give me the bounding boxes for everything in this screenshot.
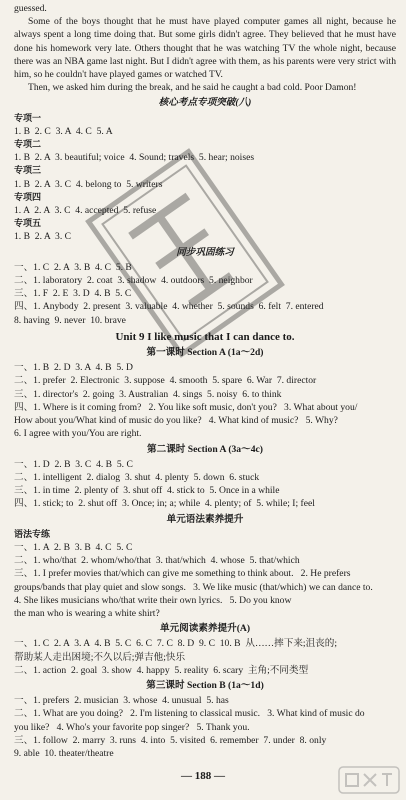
core-item-label: 专项四 — [14, 191, 42, 202]
core-item-label: 专项二 — [14, 139, 42, 150]
reading-title: 单元阅读素养提升(A) — [159, 623, 251, 635]
core-item-answer: 1. A 2. A 3. C 4. accepted 5. refuse — [14, 205, 157, 217]
core-item-1 — [14, 112, 396, 138]
core-item-label: 专项三 — [14, 165, 42, 176]
core-item-answer: 1. B 2. A 3. C — [14, 231, 72, 243]
answer-line: 一、1. C 2. A 3. B 4. C 5. B — [14, 261, 132, 273]
intro-line: guessed. — [14, 3, 47, 14]
answer-line: 三、1. F 2. E 3. D 4. B 5. C — [14, 288, 132, 300]
answer-line: 四、1. Where is it coming from? 2. You like soft music, don't you? 3. What about you/ — [14, 401, 358, 413]
answer-line: groups/bands that play quiet and slow songs. 3. We like music (that/which) we can dance to. — [14, 581, 373, 593]
answer-line: 一、1. A 2. B 3. B 4. C 5. C — [14, 541, 133, 553]
answer-line: 一、1. C 2. A 3. A 4. B 5. C 6. C 7. C 8. D 9. C 10. B 从……摔下来;沮丧的; — [14, 638, 338, 650]
answer-line: 三、1. in time 2. plenty of 3. shut off 4. stick to 5. Once in a while — [14, 485, 280, 497]
answer-line: 二、1. laboratory 2. coat 3. shadow 4. outdoors 5. neighbor — [14, 275, 253, 287]
answer-line: How about you/What kind of music do you like? 4. What kind of music? 5. Why? — [14, 415, 338, 427]
core-item-2 — [14, 138, 396, 164]
lesson1-title: 第一课时 Section A (1a～2d) — [146, 347, 264, 359]
answer-line: 9. able 10. theater/theatre — [14, 747, 114, 759]
core-item-3 — [14, 164, 396, 190]
answer-line: 四、1. Anybody 2. present 3. valuable 4. whether 5. sounds 6. felt 7. entered — [14, 301, 324, 313]
answer-line: 4. She likes musicians who/that write their own lyrics. 5. Do you know — [14, 594, 292, 606]
lesson2-title: 第二课时 Section A (3a～4c) — [147, 443, 263, 455]
core-item-answer: 1. B 2. A 3. C 4. belong to 5. writers — [14, 178, 163, 190]
answer-line: 一、1. prefers 2. musician 3. whose 4. unusual 5. has — [14, 695, 229, 707]
answer-line: 四、1. stick; to 2. shut off 3. Once; in; a; while 4. plenty; of 5. while; I; feel — [14, 498, 315, 510]
main-content — [14, 2, 396, 760]
answer-line: 二、1. action 2. goal 3. show 4. happy 5. reality 6. scary 主角;不同类型 — [14, 664, 309, 676]
core-item-answer: 1. B 2. A 3. beautiful; voice 4. Sound; travels 5. hear; noises — [14, 152, 255, 164]
intro-paragraph-2: Then, we asked him during the break, and he said he caught a bad cold. Poor Damon! — [28, 82, 357, 94]
answer-line: 二、1. prefer 2. Electronic 3. suppose 4. smooth 5. spare 6. War 7. director — [14, 375, 317, 387]
unit-title: Unit 9 I like music that I can dance to. — [115, 330, 295, 343]
answer-line: 二、1. What are you doing? 2. I'm listening to classical music. 3. What kind of music do — [14, 708, 365, 720]
answer-line: 三、1. follow 2. marry 3. runs 4. into 5. visited 6. remember 7. under 8. only — [14, 734, 327, 746]
answer-line: 三、1. I prefer movies that/which can give me something to think about. 2. He prefers — [14, 568, 351, 580]
answer-line: 一、1. D 2. B 3. C 4. B 5. C — [14, 458, 133, 470]
answer-line: 6. I agree with you/You are right. — [14, 428, 142, 440]
page-number: — 188 — — [181, 770, 225, 782]
answer-line: 8. having 9. never 10. brave — [14, 314, 126, 326]
answer-line: 二、1. intelligent 2. dialog 3. shut 4. plenty 5. down 6. stuck — [14, 471, 260, 483]
answer-line: 三、1. director's 2. going 3. Australian 4. sings 5. noisy 6. to think — [14, 388, 282, 400]
answer-line: the man who is wearing a white shirt? — [14, 607, 160, 619]
grammar-title: 单元语法素养提升 — [166, 513, 244, 525]
section-title-core: 核心考点专项突破(八) — [158, 97, 252, 109]
core-item-5 — [14, 217, 396, 243]
grammar-label: 语法专练 — [14, 528, 51, 539]
intro-paragraph-1: Some of the boys thought that he must have played computer games all night, because he always spent a long time doing that. But some girls didn't agree. They believed that he must have done his homework very late. Others thought that he was watching TV the whole night, because there was an NBA game last night. But I didn't agree with them, as his parents were very strict with him, so he couldn't have played games or watched TV. — [14, 16, 396, 81]
answer-line: 帮助某人走出困境;不久以后;弹吉他;快乐 — [14, 651, 186, 663]
core-item-label: 专项一 — [14, 112, 42, 123]
core-item-answer: 1. B 2. C 3. A 4. C 5. A — [14, 125, 113, 137]
answer-line: you like? 4. Who's your favorite pop singer? 5. Thank you. — [14, 721, 250, 733]
answer-line: 二、1. who/that 2. whom/who/that 3. that/which 4. whose 5. that/which — [14, 555, 300, 567]
core-item-4 — [14, 191, 396, 217]
lesson3-title: 第三课时 Section B (1a～1d) — [146, 679, 264, 691]
answer-line: 一、1. B 2. D 3. A 4. B 5. D — [14, 362, 133, 374]
core-item-label: 专项五 — [14, 218, 42, 229]
section-title-consolidate: 同步巩固练习 — [176, 246, 234, 258]
